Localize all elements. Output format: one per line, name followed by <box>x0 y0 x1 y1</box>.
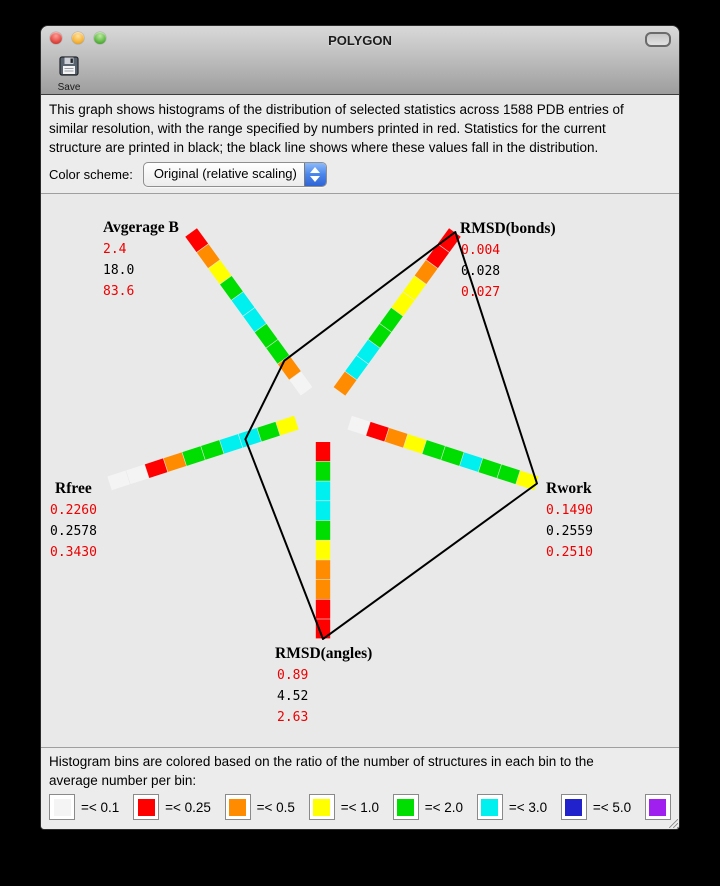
histogram-segment <box>316 501 330 520</box>
histogram-segment <box>422 440 445 460</box>
legend-bin-label: =< 1.0 <box>340 799 379 815</box>
legend-swatch-cyan-icon <box>477 794 503 820</box>
toolbar-toggle-pill[interactable] <box>645 32 671 47</box>
legend-text-line: Histogram bins are colored based on the ratio of the number of structures in each bin to the <box>49 754 594 769</box>
histogram-segment <box>145 458 168 478</box>
histogram-segment <box>201 440 224 460</box>
axis-current-value-angles: 4.52 <box>277 689 309 704</box>
legend-swatch-color <box>397 799 414 816</box>
axis-min-value-bonds: 0.004 <box>461 243 501 258</box>
legend-panel <box>41 748 679 829</box>
histogram-segment <box>316 462 330 481</box>
histogram-segment <box>441 446 464 466</box>
histogram-segment <box>316 521 330 540</box>
axis-rfree <box>107 416 298 490</box>
axis-current-value-bonds: 0.028 <box>461 264 501 279</box>
legend-bin-label: =< 5.0 <box>592 799 632 815</box>
legend-swatch-yellow-icon <box>309 794 335 820</box>
polygon-chart <box>41 194 679 747</box>
plot-area <box>41 194 679 748</box>
histogram-segment <box>316 541 330 560</box>
legend-swatch-color <box>649 799 666 816</box>
axis-label-rfree: Rfree <box>55 480 92 497</box>
axis-min-value-rwork: 0.1490 <box>546 503 593 518</box>
legend-bin-orange <box>225 794 295 820</box>
histogram-segment <box>366 422 389 442</box>
histogram-segment <box>182 446 205 466</box>
legend-bin-red <box>133 794 211 820</box>
description-line: structure are printed in black; the black line shows where these values fall in the distribution. <box>49 140 599 155</box>
legend-swatch-white-icon <box>49 794 75 820</box>
color-scheme-select[interactable] <box>143 162 327 187</box>
window-header <box>41 26 679 95</box>
legend-bin-label: =< 3.0 <box>508 799 548 815</box>
histogram-segment <box>347 416 370 436</box>
axis-label-avgb: Avgerage B <box>103 219 179 236</box>
legend-swatch-red-icon <box>133 794 159 820</box>
legend-bin-blue <box>561 794 631 820</box>
legend-swatch-color <box>229 799 246 816</box>
axis-max-value-avgb: 83.6 <box>103 284 135 299</box>
legend-swatch-color <box>138 799 155 816</box>
histogram-segment <box>497 465 520 485</box>
titlebar[interactable] <box>41 26 679 54</box>
legend-bin-label: =< 0.25 <box>165 799 211 815</box>
axis-label-angles: RMSD(angles) <box>275 645 373 662</box>
legend-bins-row <box>49 794 671 820</box>
legend-text-line: average number per bin: <box>49 773 197 788</box>
axis-max-value-rfree: 0.3430 <box>50 545 97 560</box>
histogram-segment <box>316 580 330 599</box>
legend-swatch-color <box>54 799 71 816</box>
histogram-segment <box>107 471 130 491</box>
axis-min-value-rfree: 0.2260 <box>50 503 97 518</box>
histogram-segment <box>460 452 483 472</box>
select-arrows-icon <box>304 163 326 186</box>
axis-current-value-rfree: 0.2578 <box>50 524 97 539</box>
axis-current-value-rwork: 0.2559 <box>546 524 593 539</box>
legend-text <box>49 752 671 790</box>
axis-min-value-avgb: 2.4 <box>103 242 127 257</box>
color-scheme-selected-value: Original (relative scaling) <box>153 165 297 181</box>
description-line: This graph shows histograms of the distribution of selected statistics across 1588 PDB entries of <box>49 102 624 117</box>
axis-label-bonds: RMSD(bonds) <box>460 220 556 237</box>
axis-label-rwork: Rwork <box>546 480 592 497</box>
legend-bin-cyan <box>477 794 547 820</box>
histogram-segment <box>126 465 149 485</box>
histogram-segment <box>385 428 408 448</box>
color-scheme-label: Color scheme: <box>49 166 133 182</box>
histogram-segment <box>316 442 330 461</box>
save-button-label: Save <box>57 82 81 93</box>
axis-angles <box>316 442 330 638</box>
legend-bin-green <box>393 794 463 820</box>
legend-bin-label: =< 2.0 <box>424 799 464 815</box>
axis-max-value-rwork: 0.2510 <box>546 545 593 560</box>
legend-swatch-green-icon <box>393 794 419 820</box>
axis-max-value-angles: 2.63 <box>277 710 309 725</box>
save-button[interactable] <box>49 56 89 92</box>
polygon-window <box>40 25 680 830</box>
axis-bonds <box>334 228 461 395</box>
description-text <box>49 100 671 157</box>
control-panel <box>41 95 679 194</box>
histogram-segment <box>164 452 187 472</box>
axis-min-value-angles: 0.89 <box>277 668 309 683</box>
histogram-segment <box>220 434 243 454</box>
histogram-segment <box>404 434 427 454</box>
legend-bin-yellow <box>309 794 379 820</box>
legend-bin-white <box>49 794 119 820</box>
axis-rwork <box>347 416 538 490</box>
histogram-segment <box>316 560 330 579</box>
description-line: similar resolution, with the range specified by numbers printed in red. Statistics for the current <box>49 121 606 136</box>
resize-grip[interactable] <box>665 815 678 828</box>
legend-swatch-color <box>313 799 330 816</box>
legend-swatch-orange-icon <box>225 794 251 820</box>
window-title: POLYGON <box>328 33 392 48</box>
histogram-segment <box>257 422 280 442</box>
histogram-segment <box>479 458 502 478</box>
legend-bin-label: =< 0.1 <box>81 799 120 815</box>
window-content <box>41 95 679 829</box>
axis-avgb <box>185 228 312 395</box>
histogram-segment <box>316 600 330 619</box>
save-floppy-icon <box>59 56 79 76</box>
legend-bin-label: =< 0.5 <box>256 799 295 815</box>
legend-swatch-color <box>481 799 498 816</box>
legend-swatch-color <box>565 799 582 816</box>
histogram-segment <box>276 416 299 436</box>
legend-swatch-blue-icon <box>561 794 587 820</box>
axis-current-value-avgb: 18.0 <box>103 263 135 278</box>
axis-max-value-bonds: 0.027 <box>461 285 501 300</box>
histogram-segment <box>316 481 330 500</box>
